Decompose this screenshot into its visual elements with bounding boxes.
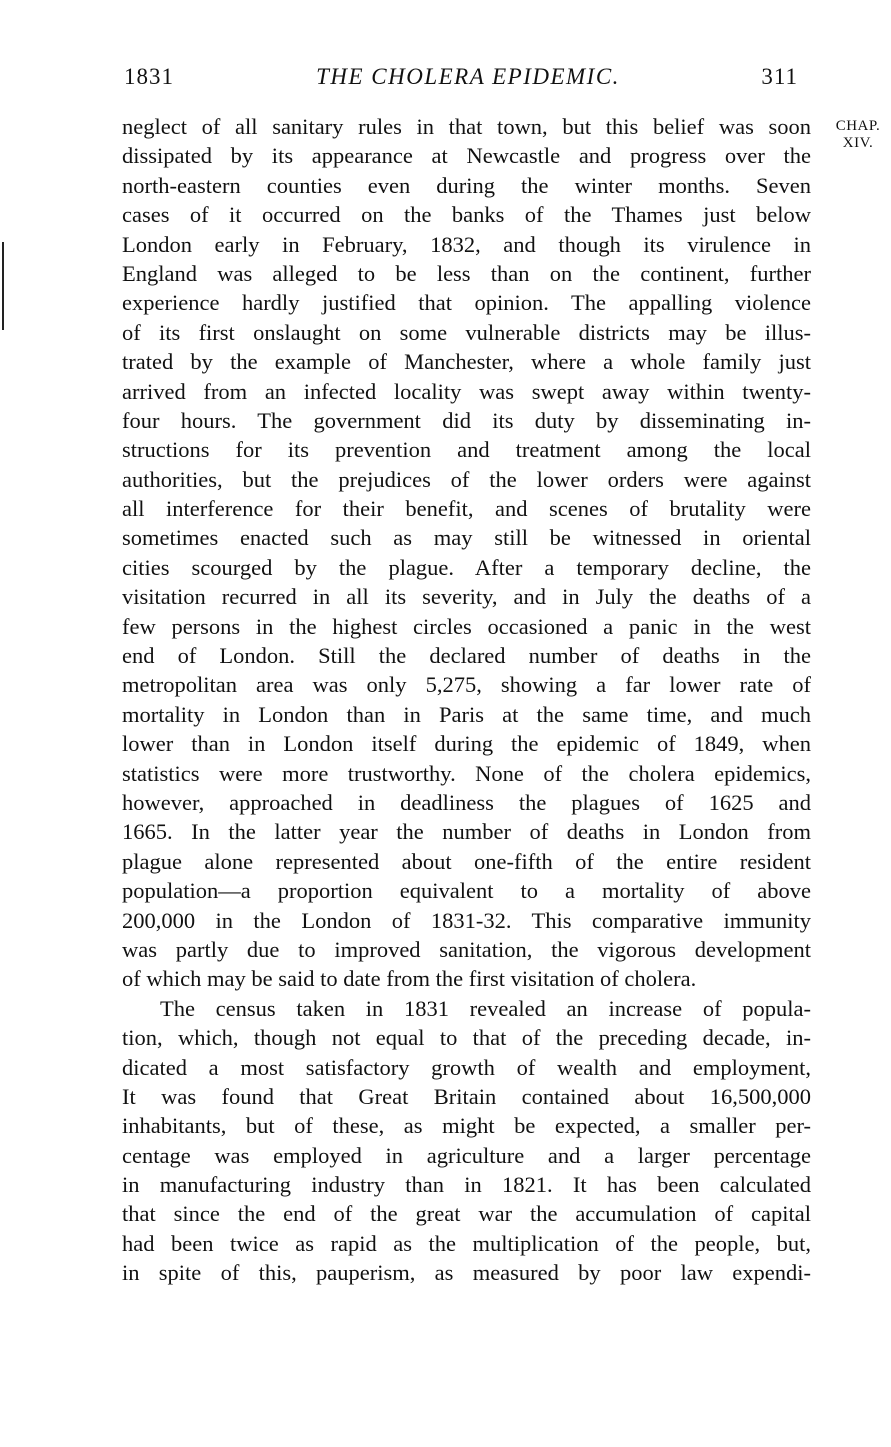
text-line: cases of it occurred on the banks of the Thames just below [122,202,811,228]
text-line: neglect of all sanitary rules in that town, but this belief was soon [122,114,811,139]
text-line: in manufacturing industry than in 1821. It has been calculated [122,1172,811,1198]
text-line: authorities, but the prejudices of the lower orders were against [122,466,811,492]
text-line: 1665. In the latter year the number of deaths in London from [122,819,811,845]
scan-edge-mark [2,242,4,330]
margin-note-number: XIV. [842,135,874,151]
text-line: was partly due to improved sanitation, the vigorous development [122,936,811,962]
text-line: inhabitants, but of these, as might be expected, a smaller per- [122,1113,811,1139]
paragraph-start-line: The census taken in 1831 revealed an increase of popula- [160,995,811,1021]
text-line: dissipated by its appearance at Newcastle and progress over the [122,143,811,169]
text-line: metropolitan area was only 5,275, showing a far lower rate of [122,672,811,698]
text-line: end of London. Still the declared number of deaths in the [122,643,811,669]
text-line: of its first onslaught on some vulnerable districts may be illus- [122,319,811,345]
text-line: London early in February, 1832, and though its virulence in [122,231,811,257]
text-line: tion, which, though not equal to that of the preceding decade, in- [122,1025,811,1051]
running-head [118,60,818,94]
text-line: England was alleged to be less than on the continent, further [122,260,811,286]
text-line: population—a proportion equivalent to a mortality of above [122,878,811,904]
text-line: in spite of this, pauperism, as measured by poor law expendi- [122,1260,811,1286]
text-line: trated by the example of Manchester, where a whole family just [122,349,811,375]
text-line: statistics were more trustworthy. None of the cholera epidemics, [122,760,811,786]
text-line: sometimes enacted such as may still be witnessed in oriental [122,525,811,551]
paragraph-end-line: of which may be said to date from the first visitation of cholera. [122,966,697,992]
text-line: four hours. The government did its duty by disseminating in- [122,407,811,433]
text-line: visitation recurred in all its severity, and in July the deaths of a [122,584,811,610]
text-line: dicated a most satisfactory growth of wealth and employment, [122,1054,811,1080]
body-text [122,112,811,1288]
text-line: centage was employed in agriculture and a larger percentage [122,1142,811,1168]
text-line: It was found that Great Britain contained about 16,500,000 [122,1083,811,1109]
margin-note-chap: CHAP. [835,118,881,134]
text-line: however, approached in deadliness the plagues of 1625 and [122,789,811,815]
text-line: cities scourged by the plague. After a temporary decline, the [122,554,811,580]
running-head-year: 1831 [124,64,174,89]
text-line: few persons in the highest circles occasioned a panic in the west [122,613,811,639]
text-line: all interference for their benefit, and scenes of brutality were [122,496,811,522]
text-line: experience hardly justified that opinion. The appalling violence [122,290,811,316]
text-line: that since the end of the great war the accumulation of capital [122,1201,811,1227]
chapter-margin-note [828,118,888,152]
text-line: lower than in London itself during the epidemic of 1849, when [122,731,811,757]
text-line: had been twice as rapid as the multiplication of the people, but, [122,1230,811,1256]
page-number: 311 [761,64,798,89]
text-line: structions for its prevention and treatment among the local [122,437,811,463]
text-line: mortality in London than in Paris at the same time, and much [122,701,811,727]
text-line: plague alone represented about one-fifth of the entire resident [122,848,811,874]
text-line: arrived from an infected locality was swept away within twenty- [122,378,811,404]
text-line: 200,000 in the London of 1831-32. This comparative immunity [122,907,811,933]
running-head-title: THE CHOLERA EPIDEMIC. [316,64,620,89]
text-line: north-eastern counties even during the winter months. Seven [122,172,811,198]
